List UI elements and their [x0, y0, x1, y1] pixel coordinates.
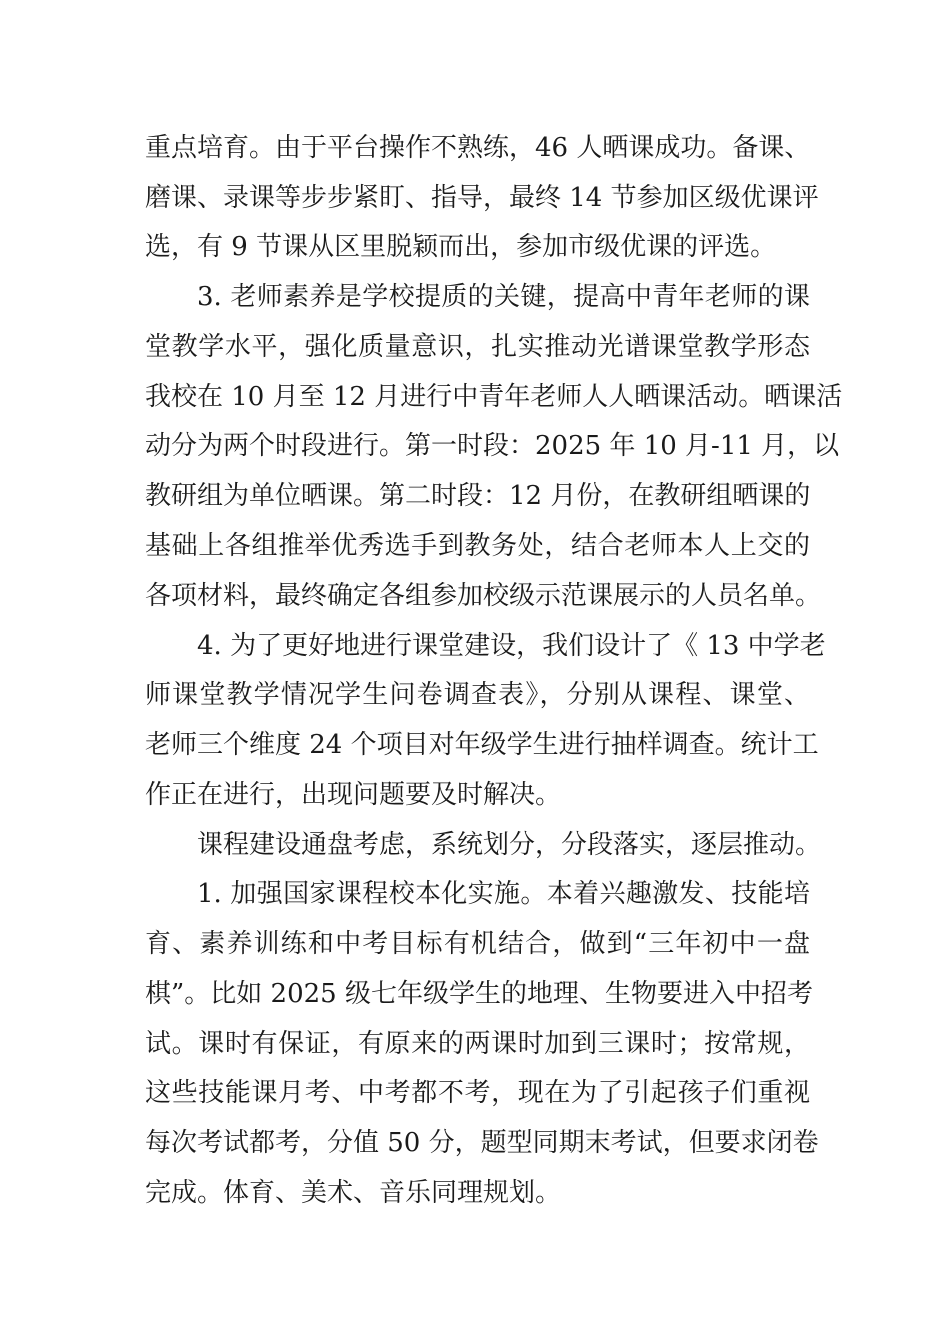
text-line: 重点培育。由于平台操作不熟练，46 人晒课成功。备课、: [145, 133, 811, 163]
text-line: 课程建设通盘考虑，系统划分，分段落实，逐层推动。: [197, 830, 822, 860]
text-line: 完成。体育、美术、音乐同理规划。: [145, 1178, 562, 1208]
text-line: 试。课时有保证，有原来的两课时加到三课时；按常规，: [145, 1029, 810, 1059]
text-line: 基础上各组推举优秀选手到教务处，结合老师本人上交的: [145, 531, 810, 561]
text-line: 3. 老师素养是学校提质的关键，提高中青年老师的课: [197, 282, 810, 312]
text-line: 育、素养训练和中考目标有机结合，做到“三年初中一盘: [145, 929, 810, 959]
text-line: 4. 为了更好地进行课堂建设，我们设计了《 13 中学老: [197, 631, 826, 661]
text-line: 教研组为单位晒课。第二时段：12 月份，在教研组晒课的: [145, 481, 811, 511]
text-line: 动分为两个时段进行。第一时段：2025 年 10 月-11 月，以: [145, 431, 840, 461]
text-line: 每次考试都考，分值 50 分，题型同期末考试，但要求闭卷: [145, 1128, 819, 1158]
text-line: 选，有 9 节课从区里脱颖而出，参加市级优课的评选。: [145, 232, 777, 262]
text-line: 这些技能课月考、中考都不考，现在为了引起孩子们重视: [145, 1078, 810, 1108]
text-line: 师课堂教学情况学生问卷调查表》，分别从课程、课堂、: [145, 680, 810, 710]
text-line: 堂教学水平，强化质量意识，扎实推动光谱课堂教学形态: [145, 332, 810, 362]
text-line: 作正在进行，出现问题要及时解决。: [145, 780, 562, 810]
text-line: 1. 加强国家课程校本化实施。本着兴趣激发、技能培: [197, 879, 810, 909]
text-line: 我校在 10 月至 12 月进行中青年老师人人晒课活动。晒课活: [145, 382, 843, 412]
text-line: 磨课、录课等步步紧盯、指导，最终 14 节参加区级优课评: [145, 183, 819, 213]
text-line: 棋”。比如 2025 级七年级学生的地理、生物要进入中招考: [145, 979, 813, 1009]
text-line: 各项材料，最终确定各组参加校级示范课展示的人员名单。: [145, 581, 822, 611]
text-line: 老师三个维度 24 个项目对年级学生进行抽样调查。统计工: [145, 730, 819, 760]
